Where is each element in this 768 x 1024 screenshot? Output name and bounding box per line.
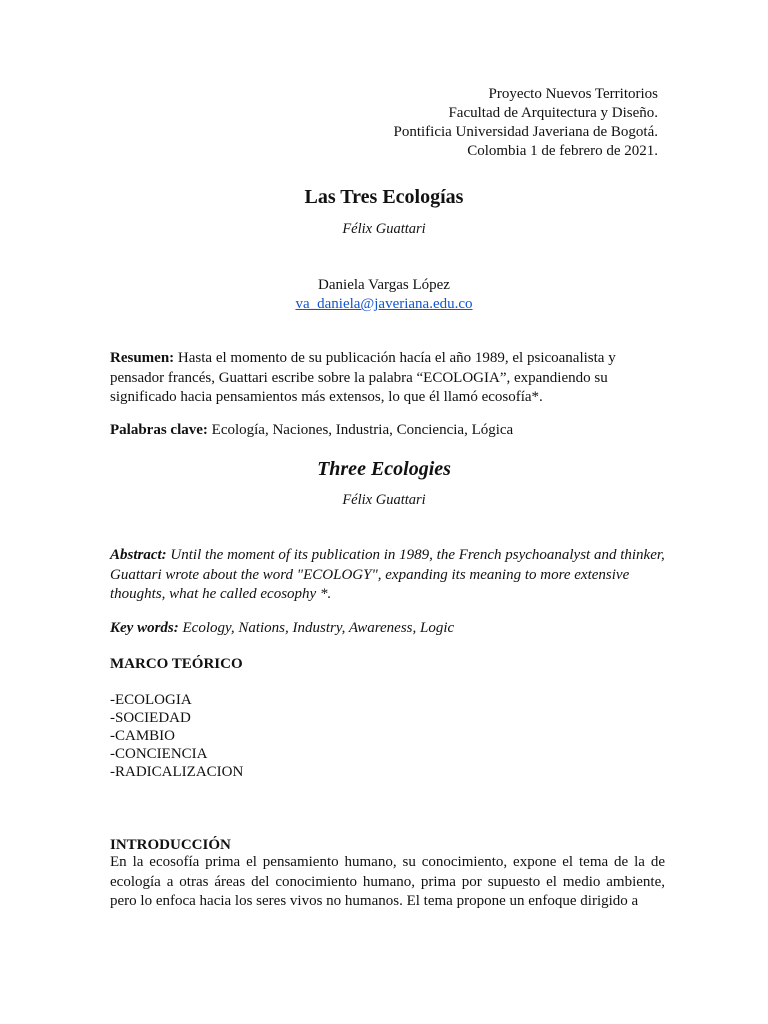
marco-teorico-list <box>110 691 243 781</box>
resumen-label: Resumen: <box>110 350 175 366</box>
institution-header <box>393 85 658 161</box>
list-item: -CONCIENCIA <box>110 746 208 762</box>
palabras-clave-label: Palabras clave: <box>110 422 208 438</box>
resumen-paragraph <box>110 349 665 408</box>
key-words-paragraph <box>110 619 665 639</box>
abstract-paragraph <box>110 546 665 605</box>
author-name: Félix Guattari <box>342 221 426 237</box>
resumen-text: Hasta el momento de su publicación hacía el año 1989, el psicoanalista y pensador francés, Guattari escribe sobre la palabra “ECOLOGIA”, expandiendo su significado hacia pensamientos más extensos, lo que él llamó ecosofía*. <box>110 350 616 405</box>
palabras-clave-paragraph <box>110 421 665 441</box>
english-author-name: Félix Guattari <box>342 492 426 508</box>
header-line-date: Colombia 1 de febrero de 2021. <box>467 143 658 159</box>
abstract-label: Abstract: <box>110 547 167 563</box>
email-link[interactable]: va_daniela@javeriana.edu.co <box>295 296 473 312</box>
header-line-faculty: Facultad de Arquitectura y Diseño. <box>448 105 658 121</box>
key-words-label: Key words: <box>110 620 179 636</box>
key-words-text: Ecology, Nations, Industry, Awareness, Logic <box>178 620 455 636</box>
marco-teorico-heading: MARCO TEÓRICO <box>110 656 243 672</box>
introduccion-paragraph: En la ecosofía prima el pensamiento humano, su conocimiento, expone el tema de la de ecología a otras áreas del conocimiento humano, prima por supuesto el medio ambiente, pero lo enfoca hacia los seres vivos no humanos. El tema propone un enfoque dirigido a <box>110 854 665 909</box>
header-line-project: Proyecto Nuevos Territorios <box>488 86 658 102</box>
abstract-text: Until the moment of its publication in 1989, the French psychoanalyst and thinker, Guattari wrote about the word "ECOLOGY", expanding its meaning to more extensive thoughts, what he called ecosophy *. <box>110 547 665 602</box>
introduccion-heading: INTRODUCCIÓN <box>110 837 231 853</box>
document-title: Las Tres Ecologías <box>304 186 464 208</box>
header-line-university: Pontificia Universidad Javeriana de Bogotá. <box>393 124 658 140</box>
palabras-clave-text: Ecología, Naciones, Industria, Conciencia, Lógica <box>207 422 514 438</box>
list-item: -CAMBIO <box>110 728 176 744</box>
list-item: -ECOLOGIA <box>110 692 192 708</box>
student-name: Daniela Vargas López <box>318 277 450 293</box>
english-title: Three Ecologies <box>317 458 451 480</box>
list-item: -RADICALIZACION <box>110 764 244 780</box>
list-item: -SOCIEDAD <box>110 710 191 726</box>
student-email <box>0 296 768 313</box>
